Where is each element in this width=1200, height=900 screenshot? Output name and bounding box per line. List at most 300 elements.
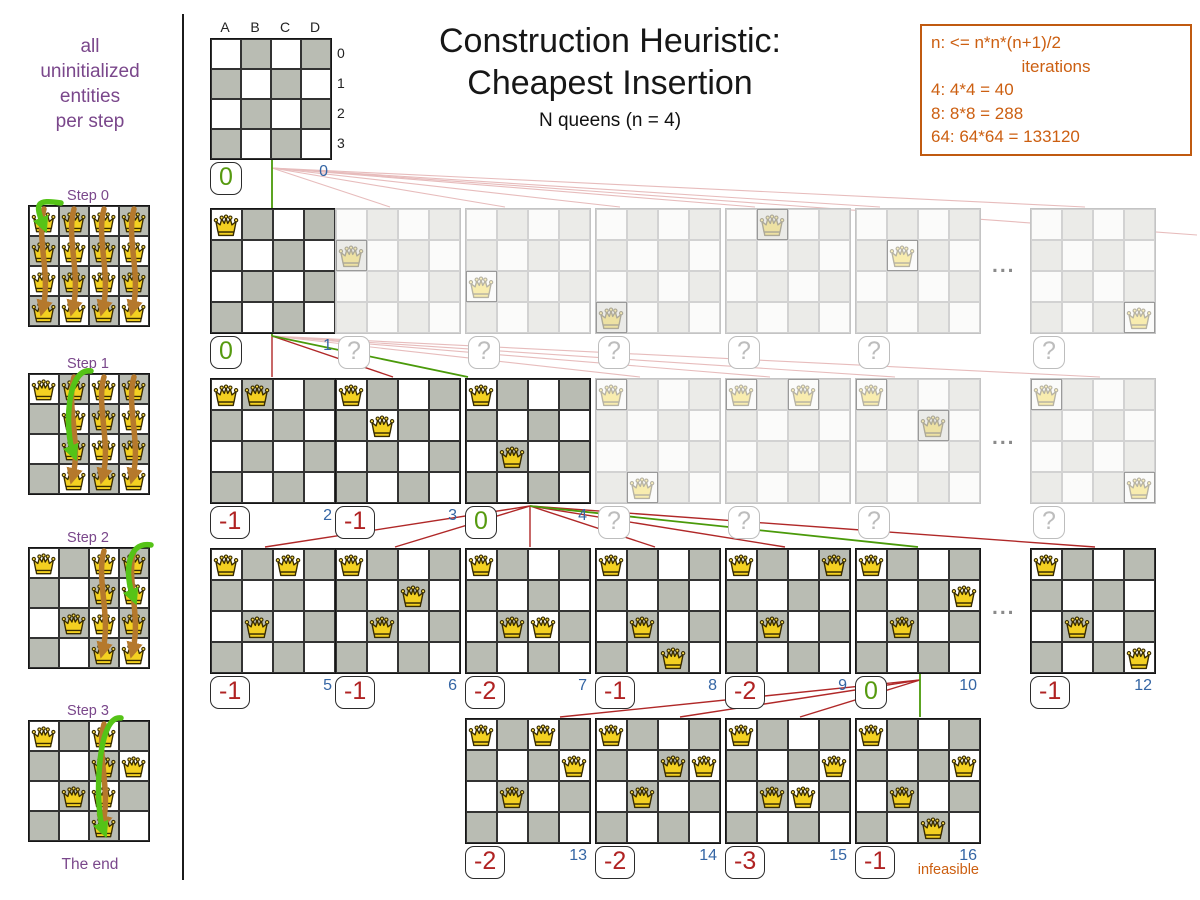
board-cell: [819, 379, 850, 410]
board-cell: [819, 302, 850, 333]
queen-icon: [1064, 615, 1090, 639]
board-cell: [336, 209, 367, 240]
queen-icon: [338, 383, 364, 407]
board-cell: [398, 410, 429, 441]
queen-icon: [1033, 383, 1059, 407]
board-cell: [887, 719, 918, 750]
selected-move-arrow-icon: [39, 202, 61, 224]
board-cell: [887, 441, 918, 472]
board-cell: [466, 750, 497, 781]
board-cell: [466, 781, 497, 812]
board-cell: [788, 549, 819, 580]
tree-edge-pink: [272, 336, 1100, 377]
board-cell: [726, 441, 757, 472]
queen-icon: [213, 383, 239, 407]
board-cell: [918, 209, 949, 240]
board-cell: [1124, 441, 1155, 472]
board-cell: [596, 781, 627, 812]
step-arrows: [29, 534, 149, 674]
board-cell: [211, 39, 241, 69]
iteration-number: 13: [569, 847, 587, 864]
queen-icon: [889, 244, 915, 268]
queen-icon: [530, 615, 556, 639]
board-cell: [429, 549, 460, 580]
board-cell: [949, 271, 980, 302]
board-cell: [918, 240, 949, 271]
board-cell: [273, 410, 304, 441]
iteration-number: 16: [959, 847, 977, 864]
board-cell: [627, 812, 658, 843]
queen-icon: [338, 553, 364, 577]
board-cell: [242, 410, 273, 441]
queen-icon: [1033, 553, 1059, 577]
board-cell: [757, 302, 788, 333]
board-cell: [658, 441, 689, 472]
board-cell: [596, 441, 627, 472]
caption-line: all: [80, 36, 100, 57]
board-cell: [819, 240, 850, 271]
board-cell: [1062, 549, 1093, 580]
score-badge-unknown: ?: [598, 506, 630, 539]
board-cell: [658, 611, 689, 642]
board-iteration-13: [465, 718, 591, 844]
board-cell: [918, 611, 949, 642]
queen-icon: [598, 383, 624, 407]
board-cell: [1093, 379, 1124, 410]
board-cell: [918, 302, 949, 333]
board-cell: [596, 750, 627, 781]
board-cell: [559, 611, 590, 642]
board-cell: [336, 642, 367, 673]
board-iteration-14: [595, 718, 721, 844]
board-cell: [856, 611, 887, 642]
board-cell: [918, 580, 949, 611]
board-cell: [559, 240, 590, 271]
board-cell: [429, 580, 460, 611]
board-cell: [689, 441, 720, 472]
board-cell: [211, 472, 242, 503]
board-cell: [497, 472, 528, 503]
step-label: Step 2: [67, 530, 109, 546]
queen-icon: [499, 785, 525, 809]
board-cell: [819, 441, 850, 472]
board-iteration-16: [855, 718, 981, 844]
board-cell: [1124, 209, 1155, 240]
board-cell: [788, 812, 819, 843]
board-cell: [596, 209, 627, 240]
board-iteration-6: [335, 548, 461, 674]
board-cell: [1031, 302, 1062, 333]
board-cell: [559, 410, 590, 441]
board-cell: [398, 441, 429, 472]
queen-icon: [660, 754, 686, 778]
board-cell: [856, 781, 887, 812]
step-board-3: [28, 720, 150, 842]
board-cell: [466, 580, 497, 611]
board-cell: [1093, 271, 1124, 302]
board-cell: [242, 549, 273, 580]
board-cell: [788, 240, 819, 271]
column-label: D: [309, 19, 321, 35]
board-cell: [949, 379, 980, 410]
board-cell: [528, 472, 559, 503]
board-cell: [528, 209, 559, 240]
note-line: 4: 4*4 = 40: [931, 80, 1014, 99]
queen-icon: [244, 615, 270, 639]
board-cell: [1124, 240, 1155, 271]
column-label: B: [250, 19, 260, 35]
score-badge: -1: [335, 676, 375, 709]
board-cell: [304, 379, 335, 410]
board-iteration-0: [210, 38, 332, 160]
board-cell: [497, 812, 528, 843]
board-iteration-12: [1030, 548, 1156, 674]
caption-line: entities: [59, 86, 121, 107]
board-cell: [367, 209, 398, 240]
board-cell: [1062, 209, 1093, 240]
queen-icon: [561, 754, 587, 778]
board-cell: [1031, 472, 1062, 503]
candidate-board: [725, 378, 851, 504]
board-cell: [466, 240, 497, 271]
board-cell: [856, 580, 887, 611]
board-cell: [918, 750, 949, 781]
queen-icon: [790, 785, 816, 809]
board-cell: [596, 410, 627, 441]
board-cell: [429, 379, 460, 410]
board-cell: [1124, 410, 1155, 441]
board-cell: [559, 441, 590, 472]
row-label: 0: [337, 45, 345, 61]
board-cell: [726, 472, 757, 503]
queen-icon: [660, 646, 686, 670]
board-cell: [1124, 379, 1155, 410]
queen-icon: [858, 383, 884, 407]
board-cell: [1062, 441, 1093, 472]
board-cell: [211, 642, 242, 673]
board-cell: [242, 580, 273, 611]
board-cell: [1124, 580, 1155, 611]
step-arrows: [29, 192, 149, 332]
board-cell: [367, 642, 398, 673]
board-cell: [658, 379, 689, 410]
iteration-number: 4: [578, 507, 587, 524]
step-board-0: [28, 205, 150, 327]
candidate-board: [335, 208, 461, 334]
board-cell: [918, 379, 949, 410]
board-iteration-1: [210, 208, 336, 334]
tree-edge-pink: [272, 168, 880, 207]
queen-icon: [598, 723, 624, 747]
score-badge: -3: [725, 846, 765, 879]
board-cell: [726, 410, 757, 441]
score-badge-unknown: ?: [858, 506, 890, 539]
iteration-number: 9: [838, 677, 847, 694]
board-cell: [1093, 302, 1124, 333]
board-cell: [466, 441, 497, 472]
board-cell: [1062, 302, 1093, 333]
iteration-number: 10: [959, 677, 977, 694]
board-cell: [788, 410, 819, 441]
page-subtitle: N queens (n = 4): [538, 110, 682, 131]
board-cell: [241, 99, 271, 129]
board-cell: [689, 611, 720, 642]
board-cell: [689, 302, 720, 333]
board-cell: [757, 379, 788, 410]
board-cell: [304, 611, 335, 642]
board-cell: [757, 750, 788, 781]
board-cell: [1062, 410, 1093, 441]
score-badge-unknown: ?: [728, 506, 760, 539]
board-cell: [398, 209, 429, 240]
queen-icon: [1126, 306, 1152, 330]
queen-icon: [338, 244, 364, 268]
queen-icon: [499, 445, 525, 469]
queen-icon: [468, 553, 494, 577]
board-cell: [949, 441, 980, 472]
step-arrows: [29, 360, 149, 500]
board-cell: [658, 719, 689, 750]
queen-icon: [275, 553, 301, 577]
column-label: A: [220, 19, 230, 35]
board-cell: [627, 302, 658, 333]
board-cell: [559, 472, 590, 503]
board-cell: [918, 642, 949, 673]
queen-icon: [213, 553, 239, 577]
board-cell: [497, 410, 528, 441]
board-cell: [336, 611, 367, 642]
board-cell: [242, 302, 273, 333]
board-cell: [596, 812, 627, 843]
board-cell: [241, 69, 271, 99]
board-cell: [918, 549, 949, 580]
board-cell: [819, 781, 850, 812]
score-badge: -2: [595, 846, 635, 879]
move-arrow-icon: [102, 209, 106, 307]
board-cell: [1093, 209, 1124, 240]
queen-icon: [889, 615, 915, 639]
board-cell: [271, 39, 301, 69]
board-cell: [429, 271, 460, 302]
board-cell: [1093, 549, 1124, 580]
board-cell: [689, 410, 720, 441]
board-cell: [304, 472, 335, 503]
board-cell: [856, 410, 887, 441]
board-cell: [788, 302, 819, 333]
board-cell: [273, 642, 304, 673]
board-cell: [757, 580, 788, 611]
board-cell: [398, 472, 429, 503]
board-cell: [559, 271, 590, 302]
score-badge-unknown: ?: [1033, 506, 1065, 539]
board-cell: [1093, 410, 1124, 441]
board-cell: [1062, 472, 1093, 503]
board-cell: [429, 240, 460, 271]
ellipsis: ...: [992, 254, 1016, 277]
board-cell: [689, 472, 720, 503]
board-cell: [301, 69, 331, 99]
board-cell: [856, 642, 887, 673]
board-cell: [658, 580, 689, 611]
board-cell: [1093, 611, 1124, 642]
board-cell: [1124, 611, 1155, 642]
queen-icon: [629, 785, 655, 809]
board-cell: [596, 611, 627, 642]
queen-icon: [400, 584, 426, 608]
board-cell: [398, 642, 429, 673]
move-arrow-icon: [132, 377, 136, 475]
board-cell: [1093, 240, 1124, 271]
board-cell: [887, 812, 918, 843]
board-cell: [528, 271, 559, 302]
board-iteration-10: [855, 548, 981, 674]
board-cell: [528, 580, 559, 611]
board-cell: [627, 209, 658, 240]
move-arrow-icon: [132, 209, 136, 307]
step-board-1: [28, 373, 150, 495]
queen-icon: [759, 615, 785, 639]
board-cell: [819, 209, 850, 240]
queen-icon: [213, 213, 239, 237]
candidate-board: [465, 208, 591, 334]
board-cell: [757, 472, 788, 503]
board-cell: [949, 611, 980, 642]
board-cell: [658, 240, 689, 271]
board-cell: [856, 812, 887, 843]
score-badge: 0: [210, 162, 242, 195]
board-cell: [301, 129, 331, 159]
board-cell: [689, 271, 720, 302]
board-cell: [856, 240, 887, 271]
note-line: 64: 64*64 = 133120: [931, 127, 1080, 146]
board-cell: [429, 209, 460, 240]
board-cell: [273, 379, 304, 410]
board-cell: [918, 719, 949, 750]
board-cell: [726, 580, 757, 611]
board-cell: [528, 642, 559, 673]
board-cell: [398, 302, 429, 333]
board-cell: [918, 271, 949, 302]
board-cell: [1124, 549, 1155, 580]
score-badge: -2: [465, 676, 505, 709]
board-cell: [304, 240, 335, 271]
board-cell: [242, 271, 273, 302]
board-cell: [1062, 580, 1093, 611]
board-cell: [367, 441, 398, 472]
board-cell: [273, 271, 304, 302]
board-cell: [336, 410, 367, 441]
board-cell: [497, 549, 528, 580]
score-badge: -1: [595, 676, 635, 709]
board-cell: [559, 642, 590, 673]
divider-line: [182, 14, 184, 880]
board-cell: [788, 642, 819, 673]
board-cell: [1031, 441, 1062, 472]
board-cell: [273, 580, 304, 611]
board-cell: [689, 209, 720, 240]
board-cell: [367, 271, 398, 302]
board-cell: [336, 580, 367, 611]
board-cell: [627, 642, 658, 673]
board-cell: [887, 750, 918, 781]
board-cell: [528, 812, 559, 843]
queen-icon: [728, 553, 754, 577]
board-cell: [242, 441, 273, 472]
board-cell: [627, 271, 658, 302]
board-cell: [211, 441, 242, 472]
queen-icon: [244, 383, 270, 407]
board-cell: [273, 240, 304, 271]
board-cell: [596, 271, 627, 302]
board-cell: [398, 240, 429, 271]
board-cell: [466, 642, 497, 673]
board-cell: [273, 472, 304, 503]
board-cell: [918, 441, 949, 472]
board-cell: [918, 472, 949, 503]
board-cell: [304, 410, 335, 441]
board-cell: [689, 642, 720, 673]
queen-icon: [790, 383, 816, 407]
board-cell: [559, 302, 590, 333]
board-cell: [596, 240, 627, 271]
board-cell: [887, 410, 918, 441]
board-cell: [887, 642, 918, 673]
board-iteration-5: [210, 548, 336, 674]
score-badge: 0: [210, 336, 242, 369]
move-arrow-icon: [72, 209, 76, 307]
board-cell: [304, 271, 335, 302]
board-cell: [497, 302, 528, 333]
score-badge: -1: [335, 506, 375, 539]
board-cell: [367, 302, 398, 333]
board-cell: [757, 812, 788, 843]
board-cell: [949, 642, 980, 673]
board-cell: [211, 302, 242, 333]
board-cell: [689, 549, 720, 580]
board-cell: [497, 719, 528, 750]
queen-icon: [499, 615, 525, 639]
ellipsis: ...: [992, 596, 1016, 619]
board-cell: [726, 240, 757, 271]
score-badge-unknown: ?: [728, 336, 760, 369]
board-cell: [211, 410, 242, 441]
note-line: n: <= n*n*(n+1)/2: [931, 33, 1061, 52]
board-cell: [627, 580, 658, 611]
queen-icon: [598, 306, 624, 330]
score-badge: 0: [465, 506, 497, 539]
board-cell: [559, 549, 590, 580]
step-board-2: [28, 547, 150, 669]
move-arrow-icon: [102, 377, 106, 475]
board-cell: [757, 240, 788, 271]
board-cell: [627, 750, 658, 781]
board-cell: [304, 549, 335, 580]
board-cell: [497, 750, 528, 781]
board-cell: [273, 209, 304, 240]
board-cell: [497, 379, 528, 410]
board-cell: [559, 812, 590, 843]
move-arrow-icon: [132, 551, 136, 649]
queen-icon: [728, 383, 754, 407]
board-cell: [1093, 441, 1124, 472]
board-cell: [429, 441, 460, 472]
board-cell: [241, 129, 271, 159]
iteration-number: 15: [829, 847, 847, 864]
iteration-number: 5: [323, 677, 332, 694]
note-line: iterations: [1021, 56, 1091, 76]
board-iteration-8: [595, 548, 721, 674]
board-cell: [949, 549, 980, 580]
